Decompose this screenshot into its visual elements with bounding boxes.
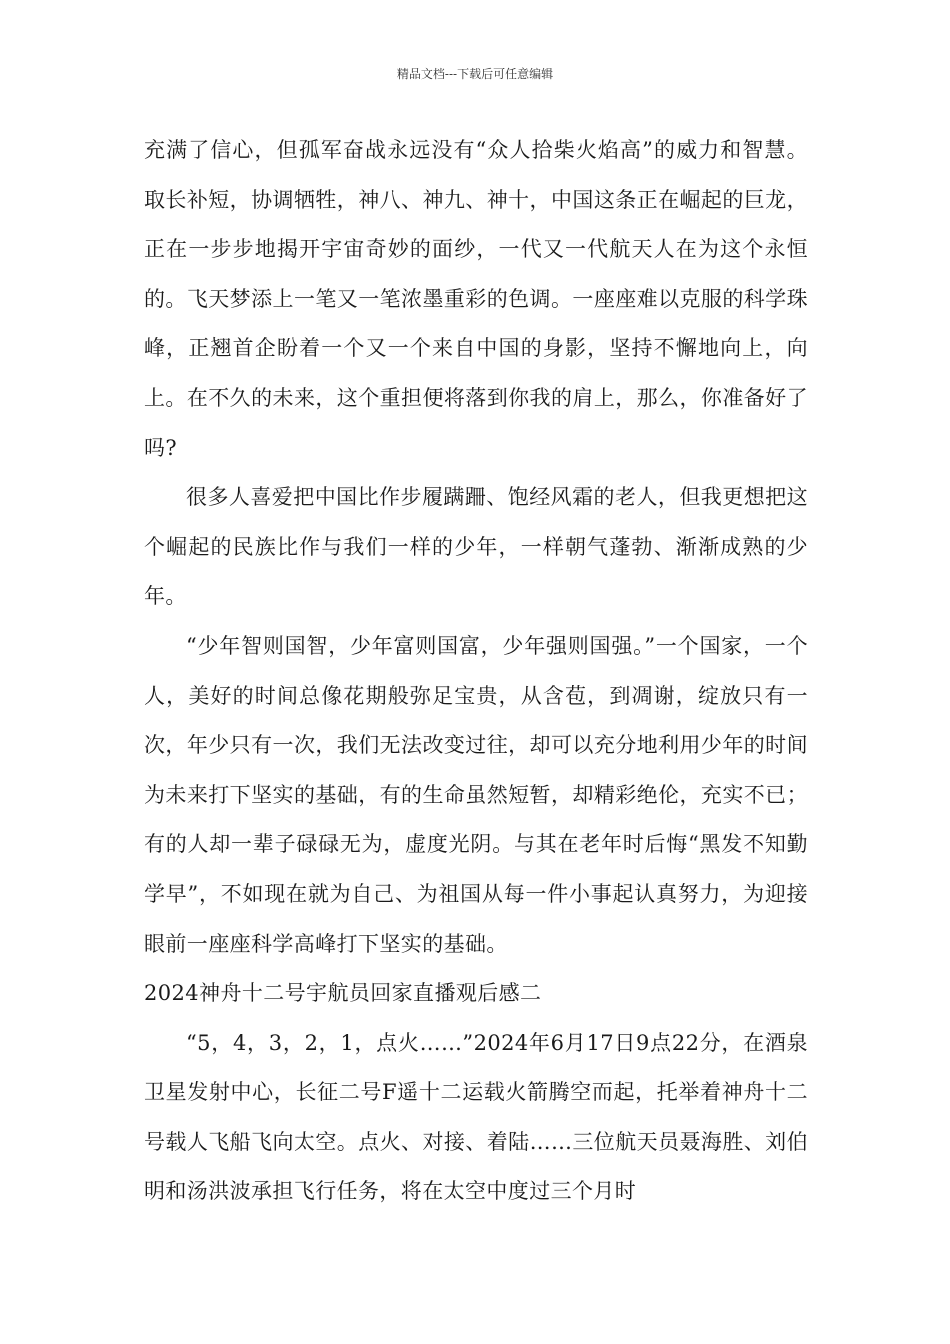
paragraph-youth: “少年智则国智，少年富则国富，少年强则国强。”一个国家，一个人，美好的时间总像花期般弥足宝贵，从含苞，到凋谢，绽放只有一次，年少只有一次，我们无法改变过往，却可以充分地利用少年的时间为未来打下坚实的基础，有的生命虽然短暂，却精彩绝伦，充实不已；有的人却一辈子碌碌无为，虚度光阴。与其在老年时后悔“黑发不知勤学早”，不如现在就为自己、为祖国从每一件小事起认真努力，为迎接眼前一座座科学高峰打下坚实的基础。 bbox=[144, 633, 808, 956]
paragraph-continuation: 充满了信心，但孤军奋战永远没有“众人拾柴火焰高”的威力和智慧。取长补短，协调牺牲，神八、神九、神十，中国这条正在崛起的巨龙，正在一步步地揭开宇宙奇妙的面纱，一代又一代航天人在为这个永恒的。飞天梦添上一笔又一笔浓墨重彩的色调。一座座难以克服的科学珠峰，正翘首企盼着一个又一个来自中国的身影，坚持不懈地向上，向上。在不久的未来，这个重担便将落到你我的肩上，那么，你准备好了吗? bbox=[144, 138, 808, 460]
paragraph-metaphor: 很多人喜爱把中国比作步履蹒跚、饱经风霜的老人，但我更想把这个崛起的民族比作与我们一样的少年，一样朝气蓬勃、渐渐成熟的少年。 bbox=[144, 485, 808, 609]
page-header: 精品文档---下载后可任意编辑 bbox=[396, 67, 554, 81]
section-heading: 2024神舟十二号宇航员回家直播观后感二 bbox=[144, 981, 542, 1006]
paragraph-launch: “5，4，3，2，1，点火……”2024年6月17日9点22分，在酒泉卫星发射中心，长征二号F遥十二运载火箭腾空而起，托举着神舟十二号载人飞船飞向太空。点火、对接、着陆……三位航天员聂海胜、刘伯明和汤洪波承担飞行任务，将在太空中度过三个月时 bbox=[144, 1030, 808, 1204]
document-body bbox=[144, 126, 808, 1217]
